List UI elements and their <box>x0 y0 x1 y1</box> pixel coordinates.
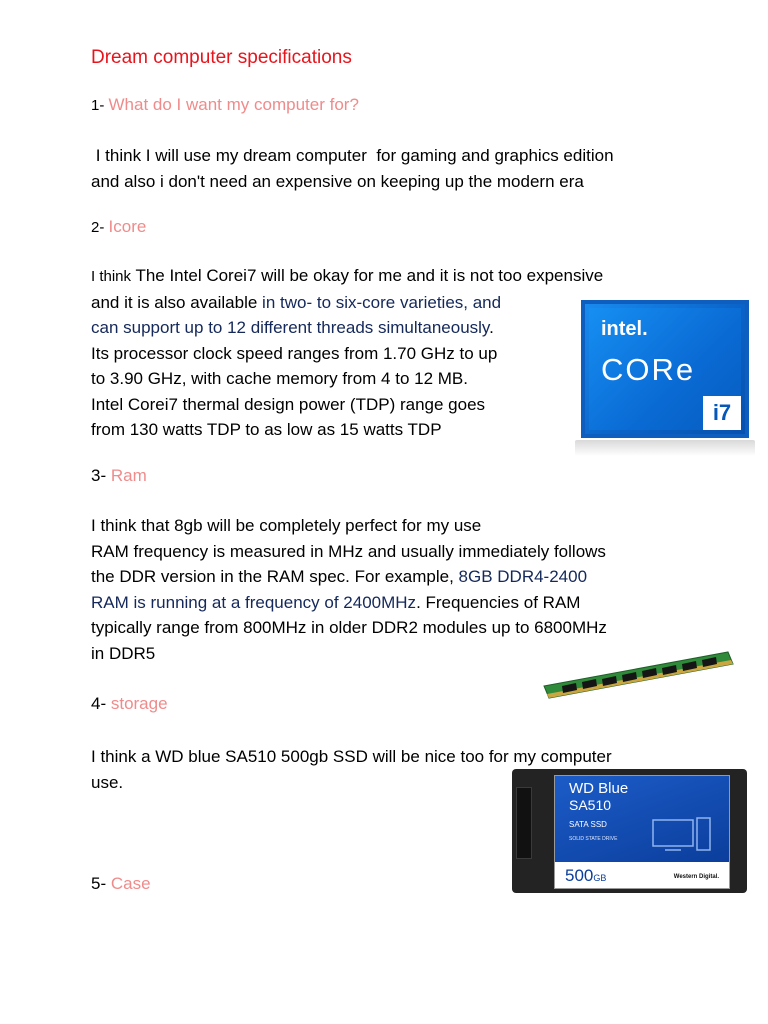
paragraph-line: I think a WD blue SA510 500gb SSD will be nice too for my computer <box>91 747 612 766</box>
section-label: Ram <box>110 466 147 485</box>
western-digital-logo: Western Digital. <box>673 874 719 880</box>
ssd-brand: WD Blue <box>569 780 629 797</box>
paragraph-line: and also i don't need an expensive on keeping up the modern era <box>91 171 584 191</box>
section-label: What do I want my computer for? <box>108 95 359 114</box>
capacity-unit: GB <box>593 873 607 883</box>
wd-blue-ssd-image <box>512 769 747 893</box>
section-heading-icore <box>91 217 146 237</box>
paragraph-line: use. <box>91 772 124 792</box>
section-heading-purpose <box>91 95 359 115</box>
capacity-number: 500 <box>565 866 594 885</box>
text-run: The Intel Corei7 will be okay for me and it is not too expensive <box>131 266 604 285</box>
highlighted-text: can support up to 12 different threads simultaneously <box>91 318 490 337</box>
paragraph-line: RAM frequency is measured in MHz and usually immediately follows <box>91 541 606 561</box>
section-label: Icore <box>108 217 147 236</box>
section-number: 2- <box>91 219 109 236</box>
ssd-label-band <box>555 776 729 862</box>
ssd-label <box>554 775 730 889</box>
computer-outline-icon <box>651 814 713 854</box>
paragraph-line <box>91 564 607 590</box>
section-label: Case <box>110 874 151 893</box>
paragraph-line <box>91 315 603 341</box>
highlighted-text: 8GB DDR4-2400 <box>458 567 588 586</box>
i7-tag: i7 <box>703 396 741 430</box>
paragraph-line: I think that 8gb will be completely perfect for my use <box>91 516 482 535</box>
intel-badge <box>581 300 749 438</box>
ssd-model: SA510 <box>569 797 612 813</box>
highlighted-text: RAM is running at a frequency of 2400MHz <box>91 592 417 612</box>
badge-shadow <box>575 440 755 456</box>
section-number: 1- <box>91 97 109 114</box>
section-heading-storage <box>91 694 168 714</box>
section-number: 4- <box>91 694 111 713</box>
text-run: the DDR version in the RAM spec. For example, <box>91 567 459 586</box>
section-heading-ram <box>91 466 147 486</box>
paragraph-line: in DDR5 <box>91 643 156 663</box>
ssd-capacity <box>565 866 606 886</box>
text-run: . <box>489 318 494 337</box>
ssd-type: SATA SSD <box>569 820 607 829</box>
text-run: . Frequencies of RAM <box>416 592 581 612</box>
ssd-connector <box>516 787 532 859</box>
paragraph-line <box>91 290 603 316</box>
paragraph-line: typically range from 800MHz in older DDR2 modules up to 6800MHz <box>91 618 607 637</box>
section-number: 3- <box>91 466 111 485</box>
section-label: storage <box>110 694 168 713</box>
paragraph-line: I think I will use my dream computer for gaming and graphics edition <box>91 146 614 165</box>
paragraph-line: from 130 watts TDP to as low as 15 watts TDP <box>91 420 442 439</box>
intel-logo: intel. <box>601 318 648 340</box>
paragraph-line: Its processor clock speed ranges from 1.70 GHz to up <box>91 343 498 363</box>
section-number: 5- <box>91 874 111 893</box>
paragraph-icore <box>91 263 603 443</box>
page-title: Dream computer specifications <box>91 47 352 68</box>
text-run: I think <box>91 268 132 285</box>
section-heading-case <box>91 874 151 894</box>
core-wordmark: CORe <box>601 352 696 387</box>
paragraph-line: to 3.90 GHz, with cache memory from 4 to 12 MB. <box>91 369 468 388</box>
ssd-drive-label: SOLID STATE DRIVE <box>569 836 618 842</box>
paragraph-ram <box>91 513 607 666</box>
paragraph-line: Intel Corei7 thermal design power (TDP) range goes <box>91 394 486 414</box>
text-run: and it is also available <box>91 292 263 312</box>
highlighted-text: in two- to six-core varieties, and <box>262 292 502 312</box>
paragraph-purpose <box>91 143 614 194</box>
badge-face <box>589 308 741 430</box>
ram-module-image <box>540 650 736 700</box>
intel-core-i7-image <box>575 297 755 459</box>
paragraph-line <box>91 590 607 616</box>
paragraph-line <box>91 263 603 290</box>
